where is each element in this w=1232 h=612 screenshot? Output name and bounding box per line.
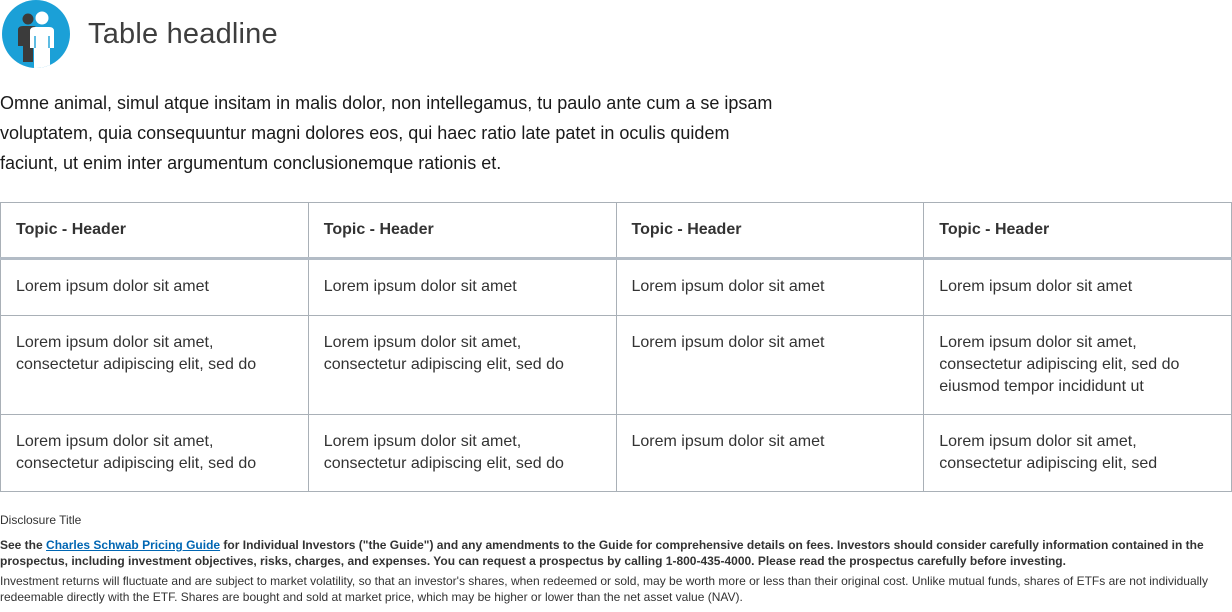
page-title: Table headline [88,17,278,50]
table-cell: Lorem ipsum dolor sit amet [616,316,924,415]
data-table [0,202,1232,492]
page-header [2,0,278,68]
people-icon [2,0,70,68]
column-header: Topic - Header [1,203,309,259]
table-header-row [1,203,1232,259]
column-header: Topic - Header [924,203,1232,259]
column-header: Topic - Header [616,203,924,259]
disclosure-investment-text: Investment returns will fluctuate and are subject to market volatility, so that an investor's shares, when redeemed or sold, may be worth more or less than their original cost. Unlike mutual funds, shares of ETFs are not individually redeemable directly with the ETF. Shares are bought and sold at market price, which may be higher or lower than the net asset value (NAV). [0,574,1208,604]
disclosure [0,512,1226,605]
intro-paragraph: Omne animal, simul atque insitam in malis dolor, non intellegamus, tu paulo ante cum a se ipsam voluptatem, quia consequuntur magni dolores eos, qui haec ratio late patet in oculis quidem faciunt, ut enim inter argumentum conclusionemque rationis et. [0,93,773,173]
disclosure-title: Disclosure Title [0,513,82,527]
table-cell: Lorem ipsum dolor sit amet [1,259,309,316]
table-cell: Lorem ipsum dolor sit amet [616,259,924,316]
table-cell: Lorem ipsum dolor sit amet [616,415,924,492]
column-header: Topic - Header [308,203,616,259]
table-cell: Lorem ipsum dolor sit amet, consectetur adipiscing elit, sed do [1,415,309,492]
table-cell: Lorem ipsum dolor sit amet [308,259,616,316]
table-cell: Lorem ipsum dolor sit amet [924,259,1232,316]
table-cell: Lorem ipsum dolor sit amet, consectetur adipiscing elit, sed do eiusmod tempor incididunt ut [924,316,1232,415]
table-row [1,259,1232,316]
table-row [1,316,1232,415]
table-row [1,415,1232,492]
table-cell: Lorem ipsum dolor sit amet, consectetur adipiscing elit, sed [924,415,1232,492]
disclosure-suffix: for Individual Investors ("the Guide") and any amendments to the Guide for comprehensive details on fees. Investors should consider carefully information contained in the prospectus, including investment objectives, risks, charges, and expenses. You can request a prospectus by calling 1-800-435-4000. Please read the prospectus carefully before investing. [0,538,1204,568]
pricing-guide-link[interactable]: Charles Schwab Pricing Guide [46,538,221,552]
table-cell: Lorem ipsum dolor sit amet, consectetur adipiscing elit, sed do [308,415,616,492]
table-cell: Lorem ipsum dolor sit amet, consectetur adipiscing elit, sed do [1,316,309,415]
disclosure-pricing-text [0,537,1226,569]
disclosure-prefix: See the [0,538,47,552]
table-cell: Lorem ipsum dolor sit amet, consectetur adipiscing elit, sed do [308,316,616,415]
